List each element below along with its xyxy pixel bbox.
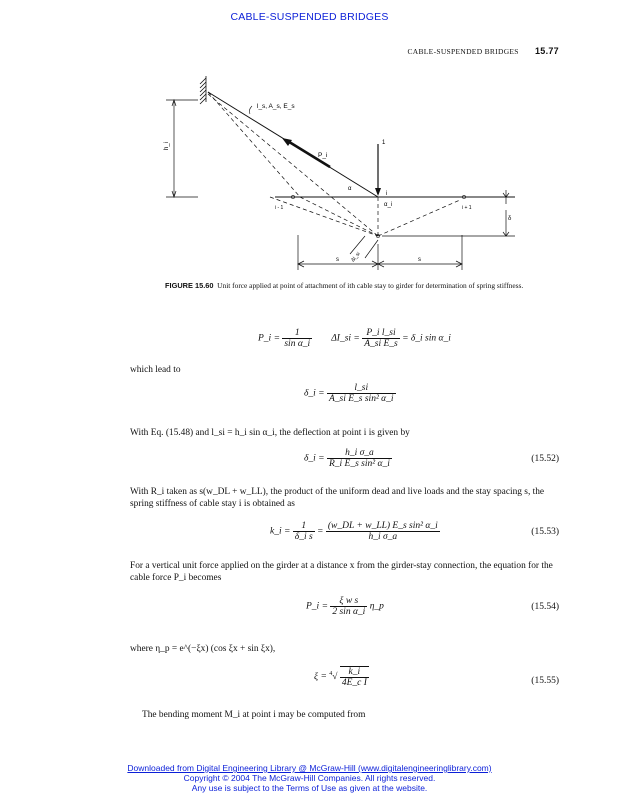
force-label: P_i [318,152,328,159]
unit-label: 1 [382,140,386,146]
text-where-eta: where η_p = e^(−ξx) (cos ξx + sin ξx), [130,644,276,654]
footer-copyright: Copyright © 2004 The McGraw-Hill Companies. All rights reserved. [183,773,436,783]
alpha-i-label: α_i [384,202,393,208]
text-deflection: With Eq. (15.48) and l_si = h_i sin α_i, the deflection at point i is given by [130,428,410,438]
eqnum-15-54: (15.54) [531,602,559,612]
figure-caption [165,281,545,291]
angle-label: α [348,186,352,192]
caption-text: Unit force applied at point of attachment of ith cable stay to girder for determination of spring stiffness. [217,281,524,290]
equation-15-52: δ_i = $\frac{\text{h\_i σ\_a}}{\text{R\_i E\_s sin² α\_i}}$ (15.52) [304,448,559,469]
spacing-right-label: s [418,257,421,263]
eqnum-15-53: (15.53) [531,527,559,537]
spacing-dimension [298,235,462,270]
height-dimension [166,100,198,197]
footer-terms: Any use is subject to the Terms of Use as given at the website. [191,783,428,793]
equation-15-54: P_i = $\frac{\text{ξ w s}}{\text{2 sin α\_i}}$ η_p (15.54) [306,596,559,617]
running-head [407,46,559,56]
page-number: 15.77 [534,46,559,56]
left-node-label: i - 1 [275,205,284,211]
text-vertical-unit-force: For a vertical unit force applied on the girder at a distance x from the girder-stay connection, the equation for the cable force P_i becomes [130,561,553,583]
height-label: h_i [164,141,170,150]
delta-dimension [382,210,515,236]
spacing-left-label: s [336,257,339,263]
deflected-shape [208,92,460,236]
text-bending-moment: The bending moment M_i at point i may be computed from [142,710,366,720]
equation-1: P_i = $\frac{1}{\text{sin α\_i}}$ ΔI_si = $\frac{\text{P\_i l\_si}}{\text{A\_si E\_s}}$ = δ_i sin α_i [258,328,451,349]
text-spring-stiffness: With R_i taken as s(w_DL + w_LL), the product of the uniform dead and live loads and the stay spacing s, the spring stiffness of cable stay i is obtained as [130,487,545,509]
equation-15-53: k_i = $\frac{1}{\text{δ\_i s}}$ = $\frac{\text{(w\_DL + w\_LL) E\_s sin² α\_i}}{\text{h\_i σ\_a}}$ (15.53) [270,521,559,542]
eqnum-15-52: (15.52) [531,454,559,464]
figure-15-60 [160,62,520,277]
caption-label: FIGURE 15.60 [165,281,214,290]
dl-label: Δl_si [350,251,362,264]
text-which-lead-to: which lead to [130,365,181,375]
support-hatch [200,76,206,104]
node-label: i [386,191,388,197]
footer-download-link[interactable]: Downloaded from Digital Engineering Library @ McGraw-Hill (www.digitalengineeringlibrary.com) [127,763,492,773]
top-banner: CABLE-SUSPENDED BRIDGES [230,11,389,23]
stay-label: l_s, A_s, E_s [257,103,295,110]
equation-15-55: ξ = $^4$√ $\frac{k\_i}{\text{4E\_c I}}$ (15.55) [314,667,559,688]
running-head-title: CABLE-SUSPENDED BRIDGES [407,47,519,56]
eqnum-15-55: (15.55) [531,676,559,686]
footer [0,763,619,793]
equation-2: δ_i = $\frac{l\_si}{\text{A\_si E\_s sin² α\_i}}$ [304,383,394,404]
right-node-label: i + 1 [462,205,472,211]
delta-label: δ [508,216,512,222]
